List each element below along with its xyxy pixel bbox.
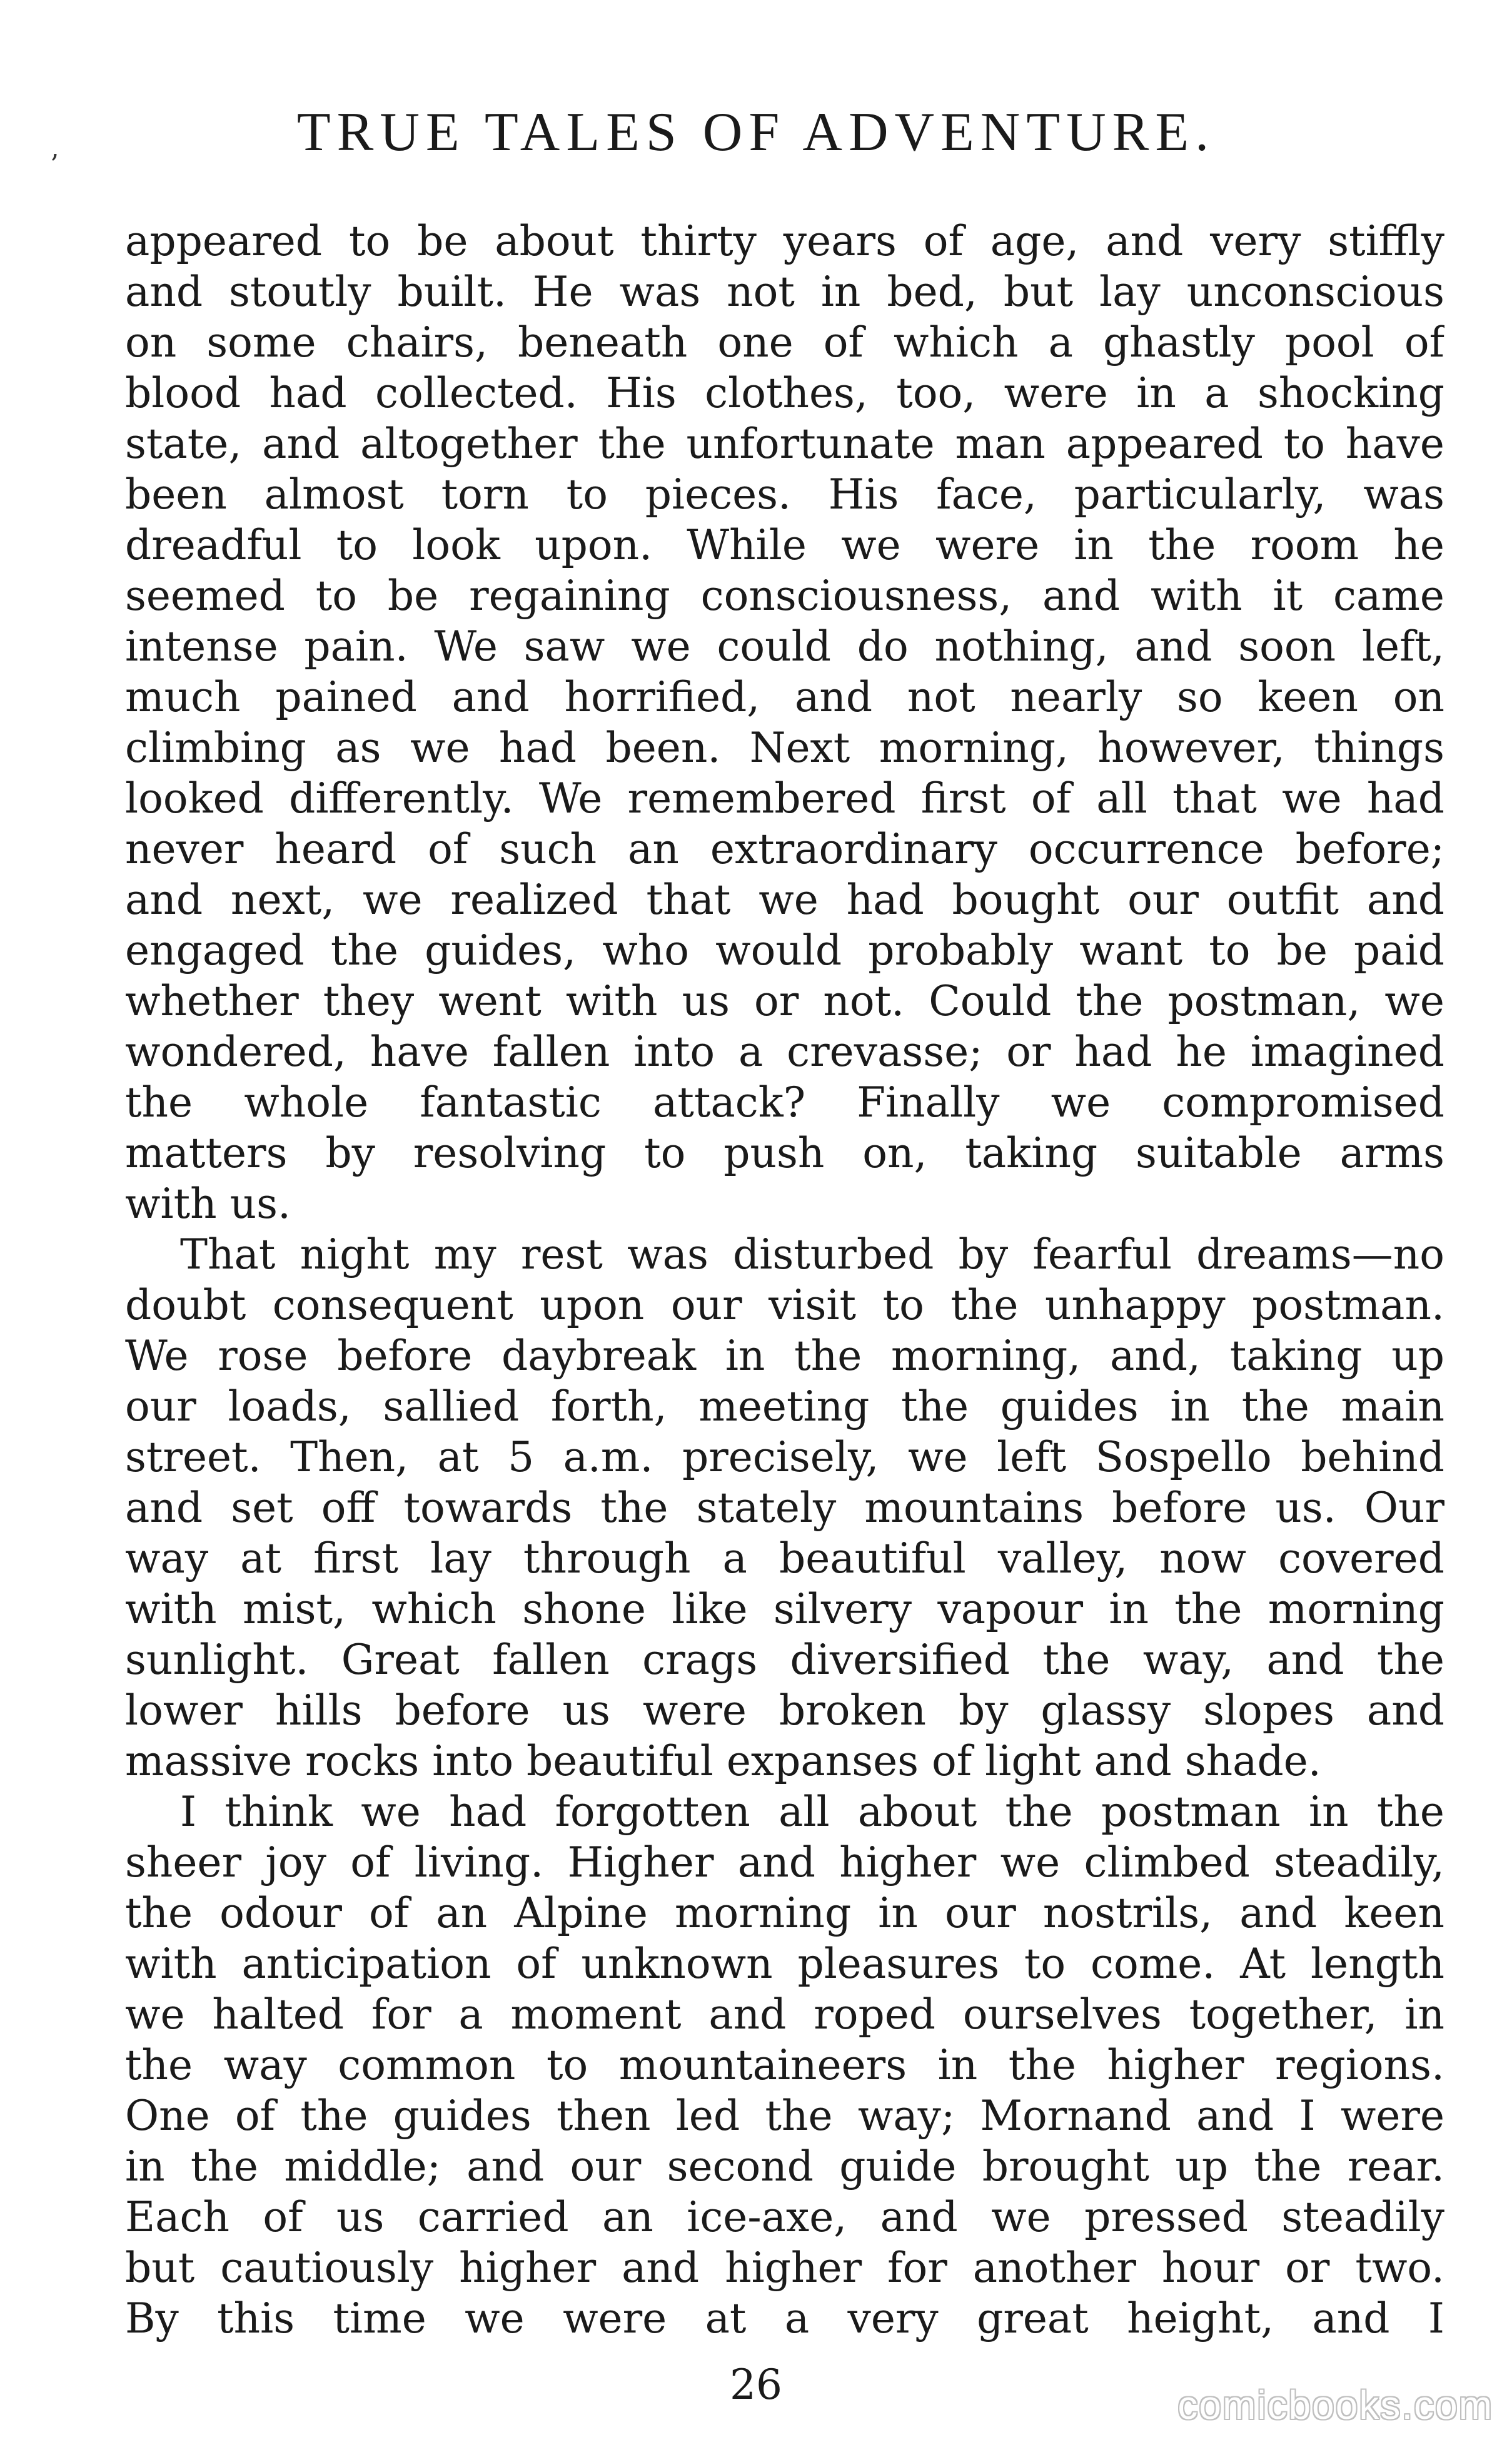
text-line: doubt consequent upon our visit to the unhappy postman.: [125, 1281, 1444, 1329]
text-line: dreadful to look upon. While we were in the room he: [125, 521, 1444, 569]
text-line: climbing as we had been. Next morning, however, things: [125, 724, 1444, 772]
text-line: on some chairs, beneath one of which a ghastly pool of: [125, 318, 1444, 367]
text-line: sunlight. Great fallen crags diversified the way, and the: [125, 1636, 1444, 1684]
text-line: engaged the guides, who would probably want to be paid: [125, 926, 1444, 975]
body-text: [125, 216, 1444, 2344]
text-line: the way common to mountaineers in the higher regions.: [125, 2041, 1444, 2089]
text-line: with mist, which shone like silvery vapour in the morning: [125, 1585, 1444, 1633]
text-line: One of the guides then led the way; Mornand and I were: [125, 2092, 1444, 2140]
text-line: appeared to be about thirty years of age, and very stiffly: [125, 217, 1444, 265]
stray-ink-mark: ’: [50, 149, 59, 181]
text-line: whether they went with us or not. Could the postman, we: [125, 977, 1444, 1025]
text-line: matters by resolving to push on, taking suitable arms: [125, 1129, 1444, 1177]
text-line: way at first lay through a beautiful valley, now covered: [125, 1534, 1444, 1583]
running-head: TRUE TALES OF ADVENTURE.: [296, 102, 1216, 163]
text-line: and stoutly built. He was not in bed, but lay unconscious: [125, 268, 1444, 316]
text-line: but cautiously higher and higher for another hour or two.: [125, 2244, 1444, 2292]
text-line: lower hills before us were broken by glassy slopes and: [125, 1686, 1444, 1735]
text-line: We rose before daybreak in the morning, and, taking up: [125, 1332, 1444, 1380]
text-line: That night my rest was disturbed by fearful dreams—no: [180, 1230, 1444, 1279]
text-line: looked differently. We remembered first of all that we had: [125, 774, 1444, 823]
text-line: our loads, sallied forth, meeting the guides in the main: [125, 1382, 1444, 1431]
text-line: in the middle; and our second guide brought up the rear.: [125, 2142, 1444, 2191]
text-line: much pained and horrified, and not nearly so keen on: [125, 673, 1444, 721]
page-number: 26: [730, 2361, 782, 2409]
text-line: seemed to be regaining consciousness, and with it came: [125, 572, 1444, 620]
text-line: with us.: [125, 1180, 291, 1228]
text-line: and next, we realized that we had bought our outfit and: [125, 876, 1444, 924]
text-line: I think we had forgotten all about the postman in the: [180, 1788, 1444, 1836]
text-line: never heard of such an extraordinary occurrence before;: [125, 825, 1444, 873]
text-line: Each of us carried an ice-axe, and we pressed steadily: [125, 2193, 1444, 2241]
text-line: and set off towards the stately mountains before us. Our: [125, 1484, 1444, 1532]
text-line: intense pain. We saw we could do nothing, and soon left,: [125, 622, 1444, 671]
text-line: By this time we were at a very great height, and I: [125, 2294, 1444, 2343]
text-line: with anticipation of unknown pleasures to come. At length: [125, 1940, 1444, 1988]
watermark-text: comicbooks.com: [1177, 2383, 1493, 2428]
text-line: wondered, have fallen into a crevasse; or had he imagined: [125, 1028, 1444, 1076]
text-line: the whole fantastic attack? Finally we compromised: [125, 1078, 1444, 1127]
text-line: blood had collected. His clothes, too, were in a shocking: [125, 369, 1444, 417]
text-line: state, and altogether the unfortunate man appeared to have: [125, 420, 1444, 468]
text-line: street. Then, at 5 a.m. precisely, we left Sospello behind: [125, 1433, 1444, 1481]
text-line: the odour of an Alpine morning in our nostrils, and keen: [125, 1889, 1444, 1937]
text-line: been almost torn to pieces. His face, particularly, was: [125, 470, 1444, 519]
text-line: massive rocks into beautiful expanses of light and shade.: [125, 1737, 1321, 1785]
text-line: we halted for a moment and roped ourselves together, in: [125, 1990, 1444, 2039]
text-line: sheer joy of living. Higher and higher we climbed steadily,: [125, 1838, 1444, 1887]
